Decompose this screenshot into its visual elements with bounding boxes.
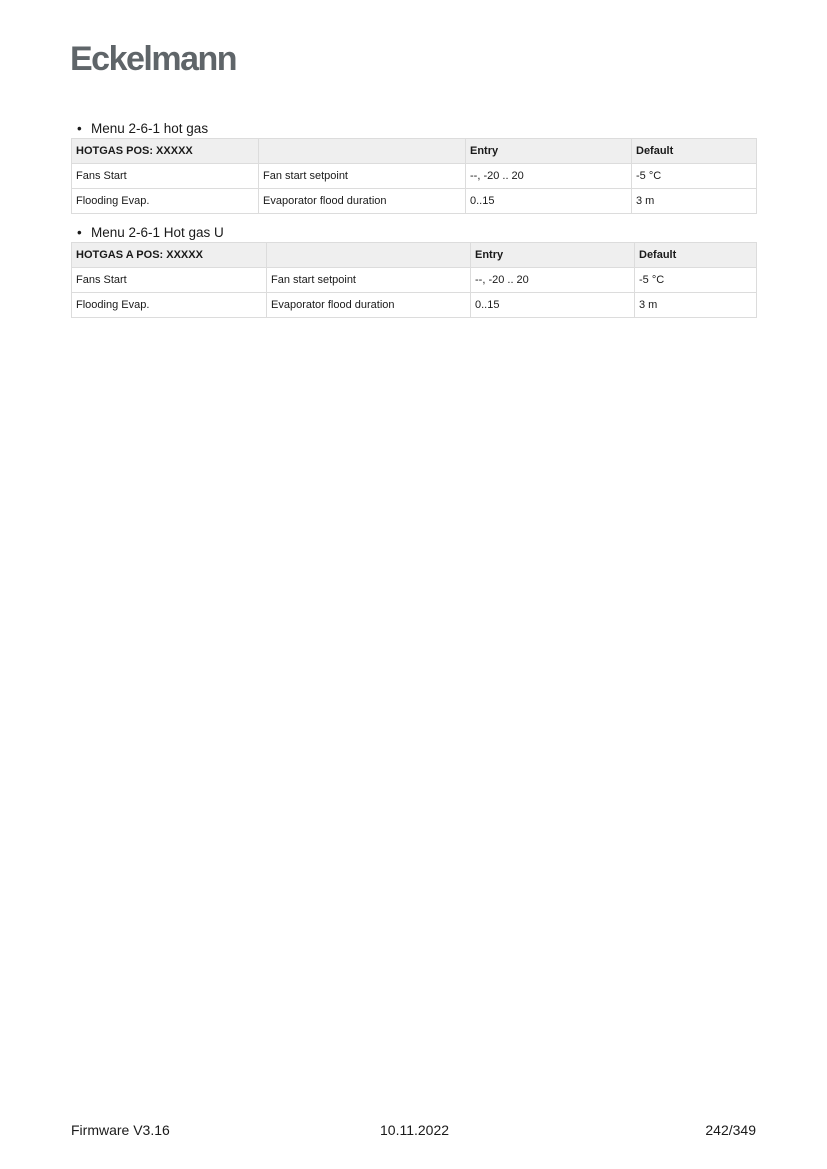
header-cell-description: [259, 139, 466, 164]
company-logo: Eckelmann: [70, 40, 237, 78]
menu-section-hot-gas-u: [71, 224, 756, 318]
table-cell: Evaporator flood duration: [259, 189, 466, 214]
table-cell: -5 °C: [635, 268, 757, 293]
table-row: [72, 164, 757, 189]
table-cell: --, -20 .. 20: [471, 268, 635, 293]
section-title-line: [71, 120, 756, 138]
bullet-icon: •: [77, 225, 82, 240]
table-cell: Fan start setpoint: [267, 268, 471, 293]
header-cell-description: [267, 243, 471, 268]
footer-page-number: 242/349: [705, 1122, 756, 1138]
section-title: Menu 2-6-1 Hot gas U: [91, 225, 224, 240]
footer-date: 10.11.2022: [380, 1122, 450, 1138]
table-cell: 0..15: [471, 293, 635, 318]
header-cell-name: HOTGAS POS: XXXXX: [72, 139, 259, 164]
table-cell: Fans Start: [72, 164, 259, 189]
table-cell: Fan start setpoint: [259, 164, 466, 189]
table-cell: -5 °C: [632, 164, 757, 189]
table-cell: Flooding Evap.: [72, 293, 267, 318]
table-cell: 0..15: [466, 189, 632, 214]
menu-section-hot-gas: [71, 120, 756, 214]
section-title: Menu 2-6-1 hot gas: [91, 121, 209, 136]
table-row: [72, 189, 757, 214]
table-cell: Evaporator flood duration: [267, 293, 471, 318]
header-cell-default: Default: [635, 243, 757, 268]
table-cell: --, -20 .. 20: [466, 164, 632, 189]
table-cell: 3 m: [632, 189, 757, 214]
table-row: [72, 293, 757, 318]
table-header-row: [72, 139, 757, 164]
bullet-icon: •: [77, 121, 82, 136]
parameter-table: [71, 138, 757, 214]
header-cell-entry: Entry: [471, 243, 635, 268]
table-cell: Flooding Evap.: [72, 189, 259, 214]
footer-firmware: Firmware V3.16: [71, 1122, 170, 1138]
table-cell: 3 m: [635, 293, 757, 318]
header-cell-name: HOTGAS A POS: XXXXX: [72, 243, 267, 268]
section-title-line: [71, 224, 756, 242]
parameter-table: [71, 242, 757, 318]
table-cell: Fans Start: [72, 268, 267, 293]
table-header-row: [72, 243, 757, 268]
header-cell-default: Default: [632, 139, 757, 164]
table-row: [72, 268, 757, 293]
header-cell-entry: Entry: [466, 139, 632, 164]
